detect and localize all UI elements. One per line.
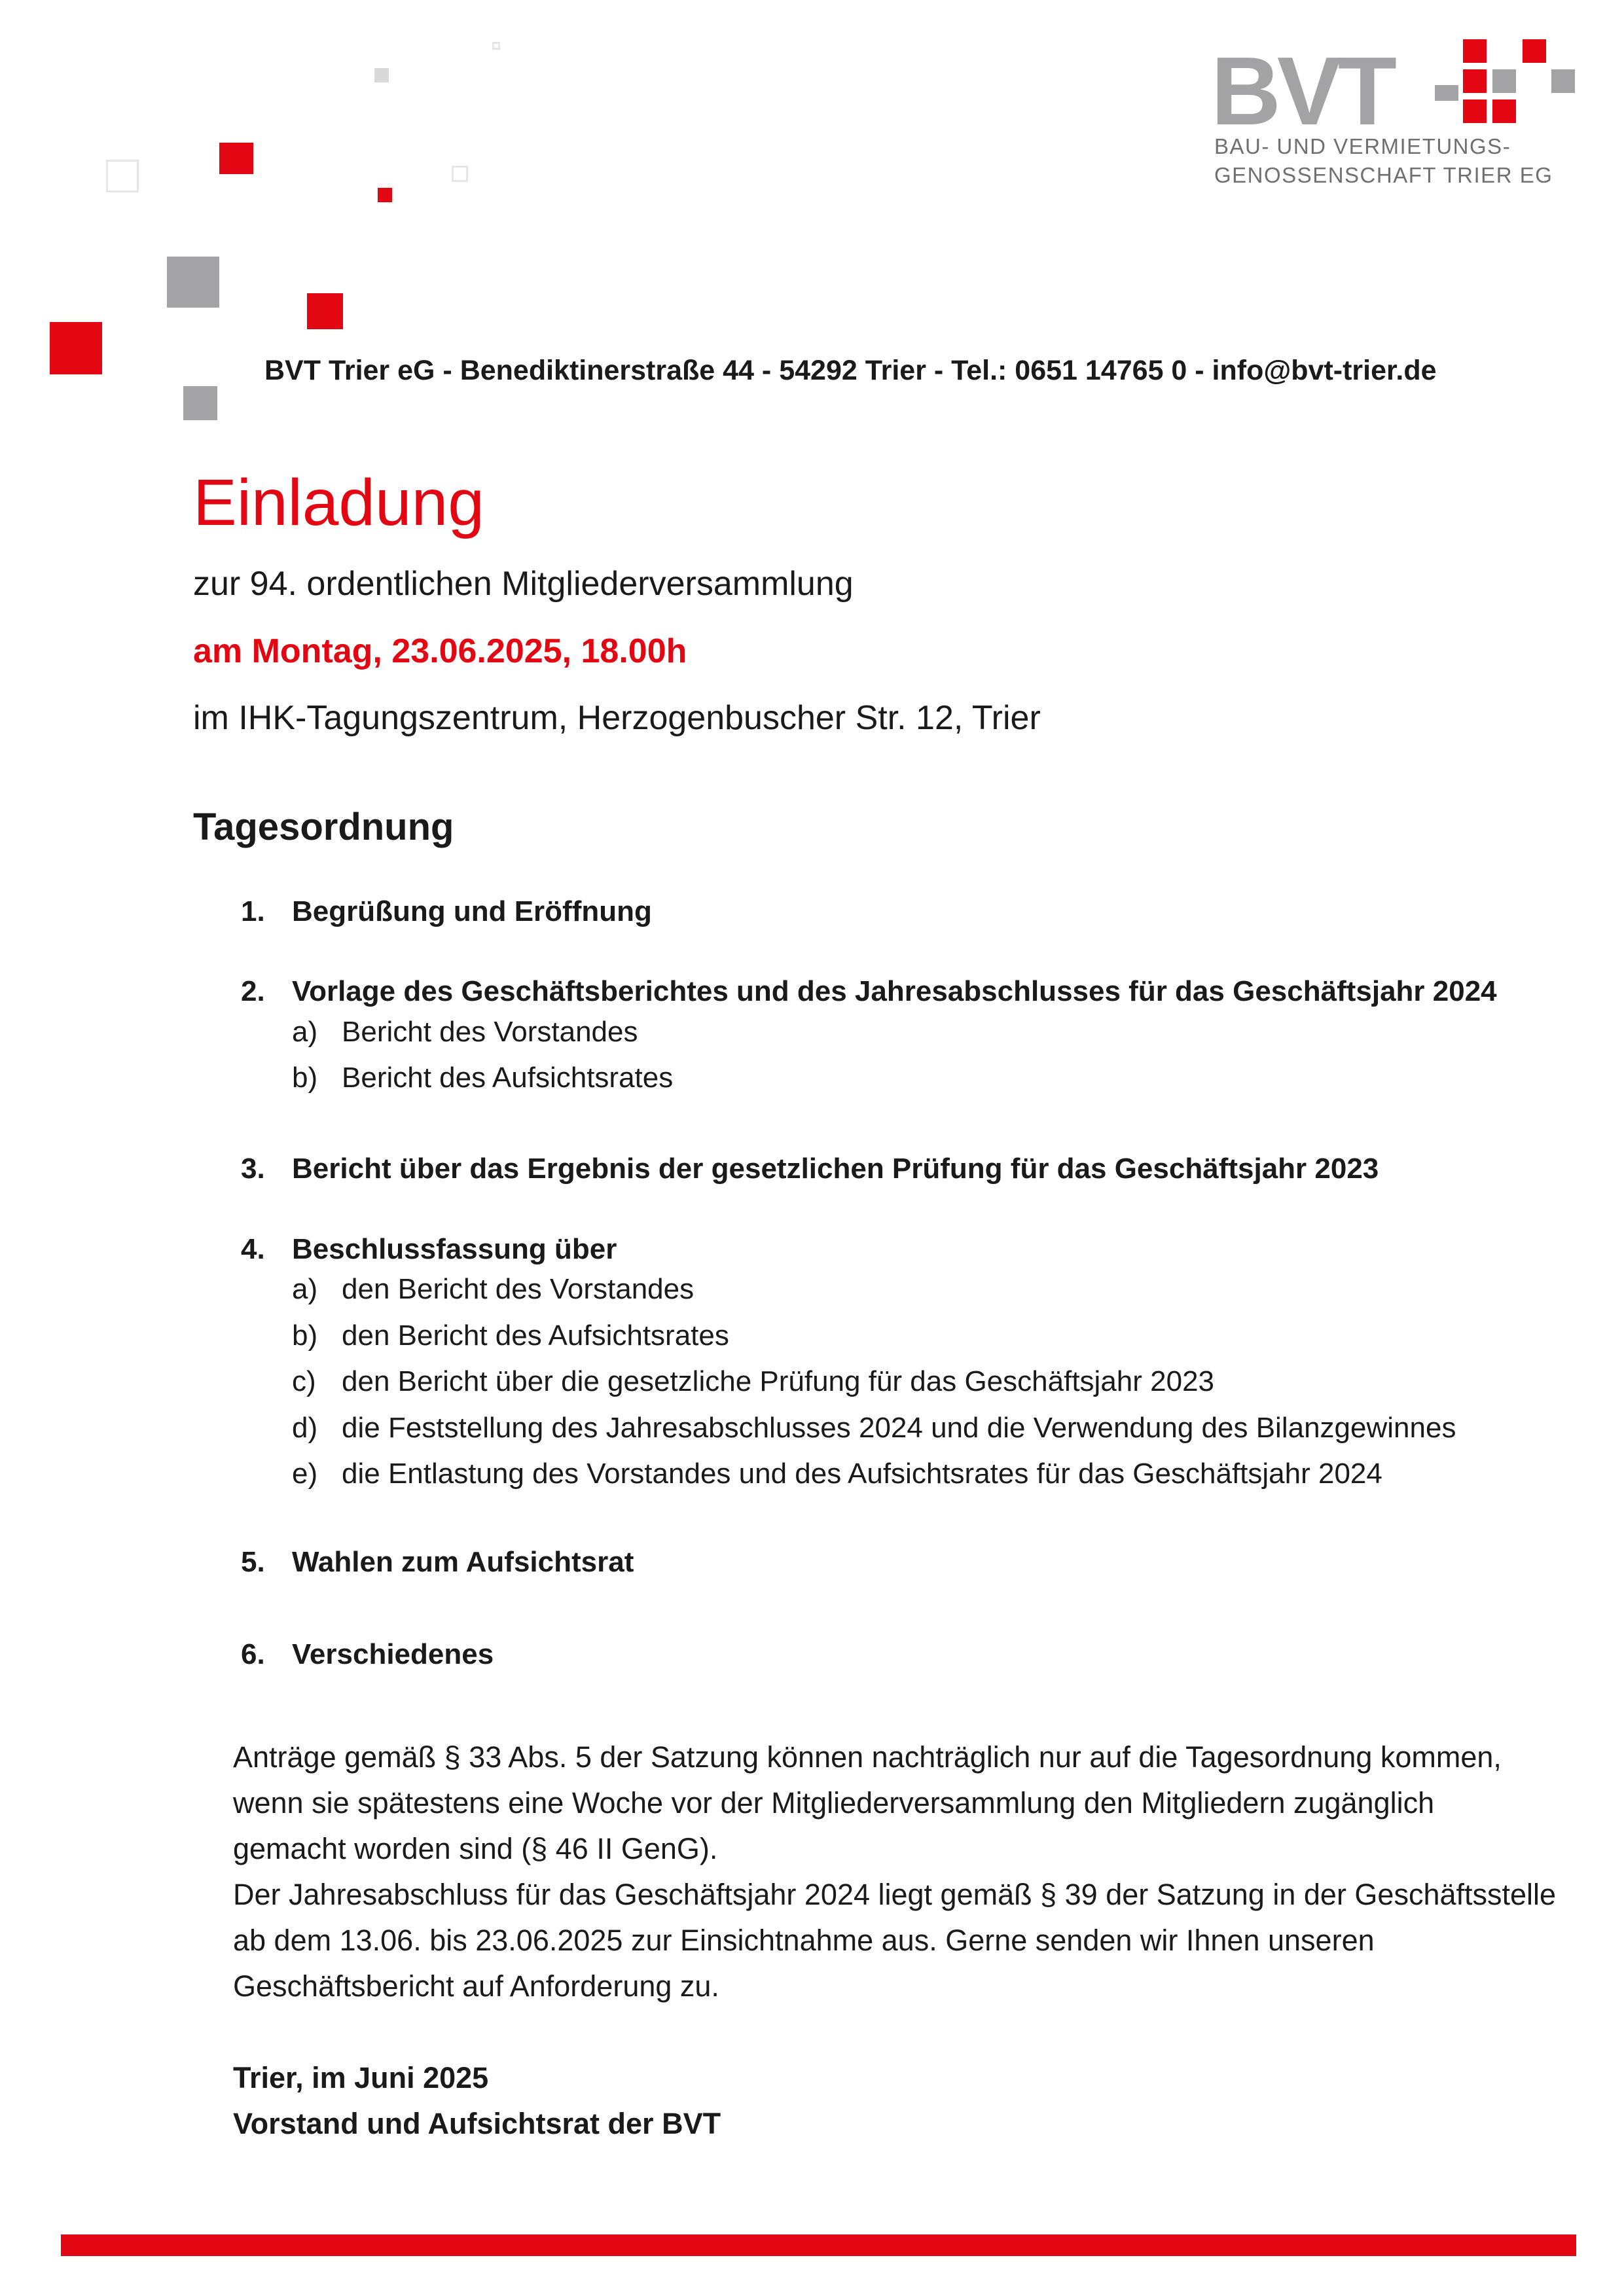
- agenda-text: Begrüßung und Eröffnung: [292, 895, 652, 927]
- deco-square: [452, 166, 468, 182]
- deco-square: [374, 68, 389, 82]
- meeting-subtitle: zur 94. ordentlichen Mitgliederversammlung: [193, 565, 854, 603]
- subitem-letter: b): [292, 1319, 318, 1352]
- notes-line: gemacht worden sind (§ 46 II GenG).: [233, 1832, 718, 1865]
- agenda-title: Tagesordnung: [193, 806, 454, 848]
- deco-square: [183, 386, 217, 420]
- logo-subtitle: [1214, 132, 1553, 190]
- agenda-number: 2.: [241, 975, 265, 1007]
- deco-square: [167, 257, 219, 308]
- subitem-text: die Feststellung des Jahresabschlusses 2024 und die Verwendung des Bilanzgewinnes: [342, 1412, 1456, 1444]
- signature-block: [233, 2055, 721, 2147]
- subitem-text: die Entlastung des Vorstandes und des Aufsichtsrates für das Geschäftsjahr 2024: [342, 1458, 1382, 1490]
- notes-line: Geschäftsbericht auf Anforderung zu.: [233, 1969, 719, 2003]
- meeting-date: am Montag, 23.06.2025, 18.00h: [193, 632, 687, 670]
- subitem-text: den Bericht des Vorstandes: [342, 1273, 695, 1305]
- subitem-text: den Bericht über die gesetzliche Prüfung für das Geschäftsjahr 2023: [342, 1365, 1215, 1397]
- logo-line-2: GENOSSENSCHAFT TRIER EG: [1214, 163, 1553, 187]
- meeting-location: im IHK-Tagungszentrum, Herzogenbuscher Str. 12, Trier: [193, 699, 1041, 737]
- page-title: Einladung: [193, 466, 484, 539]
- signature-place-date: Trier, im Juni 2025: [233, 2061, 489, 2094]
- deco-square: [50, 322, 102, 374]
- subitem-letter: d): [292, 1412, 318, 1444]
- notes-line: Anträge gemäß § 33 Abs. 5 der Satzung können nachträglich nur auf die Tagesordnung kommen,: [233, 1740, 1502, 1774]
- agenda-text: Beschlussfassung über: [292, 1233, 617, 1265]
- subitem-text: Bericht des Vorstandes: [342, 1016, 638, 1048]
- notes-line: ab dem 13.06. bis 23.06.2025 zur Einsichtnahme aus. Gerne senden wir Ihnen unseren: [233, 1924, 1375, 1957]
- deco-square: [492, 42, 500, 50]
- agenda-number: 3.: [241, 1153, 265, 1185]
- agenda-number: 5.: [241, 1546, 265, 1578]
- deco-square: [106, 160, 139, 192]
- notes-line: wenn sie spätestens eine Woche vor der Mitgliederversammlung den Mitgliedern zugänglich: [233, 1786, 1435, 1820]
- contact-line: BVT Trier eG - Benediktinerstraße 44 - 54292 Trier - Tel.: 0651 14765 0 - info@bvt-trier.de: [264, 355, 1437, 386]
- notes-line: Der Jahresabschluss für das Geschäftsjahr 2024 liegt gemäß § 39 der Satzung in der Geschäftsstelle: [233, 1878, 1557, 1911]
- agenda-text: Vorlage des Geschäftsberichtes und des Jahresabschlusses für das Geschäftsjahr 2024: [292, 975, 1497, 1007]
- agenda-number: 1.: [241, 895, 265, 927]
- deco-square: [307, 293, 343, 329]
- footer-bar: [61, 2234, 1576, 2256]
- subitem-letter: e): [292, 1458, 318, 1490]
- notes-paragraph: [233, 1734, 1568, 2009]
- signature-signers: Vorstand und Aufsichtsrat der BVT: [233, 2107, 721, 2140]
- subitem-letter: b): [292, 1062, 318, 1094]
- deco-square: [378, 188, 392, 202]
- subitem-letter: c): [292, 1365, 316, 1397]
- agenda-number: 6.: [241, 1638, 265, 1670]
- subitem-letter: a): [292, 1273, 318, 1305]
- agenda-text: Wahlen zum Aufsichtsrat: [292, 1546, 634, 1578]
- agenda-text: Verschiedenes: [292, 1638, 494, 1670]
- subitem-text: Bericht des Aufsichtsrates: [342, 1062, 674, 1094]
- logo-letters: BVT: [1211, 37, 1393, 145]
- agenda-number: 4.: [241, 1233, 265, 1265]
- deco-square: [219, 143, 253, 174]
- agenda-text: Bericht über das Ergebnis der gesetzlichen Prüfung für das Geschäftsjahr 2023: [292, 1153, 1379, 1185]
- subitem-letter: a): [292, 1016, 318, 1048]
- logo-line-1: BAU- UND VERMIETUNGS-: [1214, 134, 1511, 158]
- subitem-text: den Bericht des Aufsichtsrates: [342, 1319, 729, 1352]
